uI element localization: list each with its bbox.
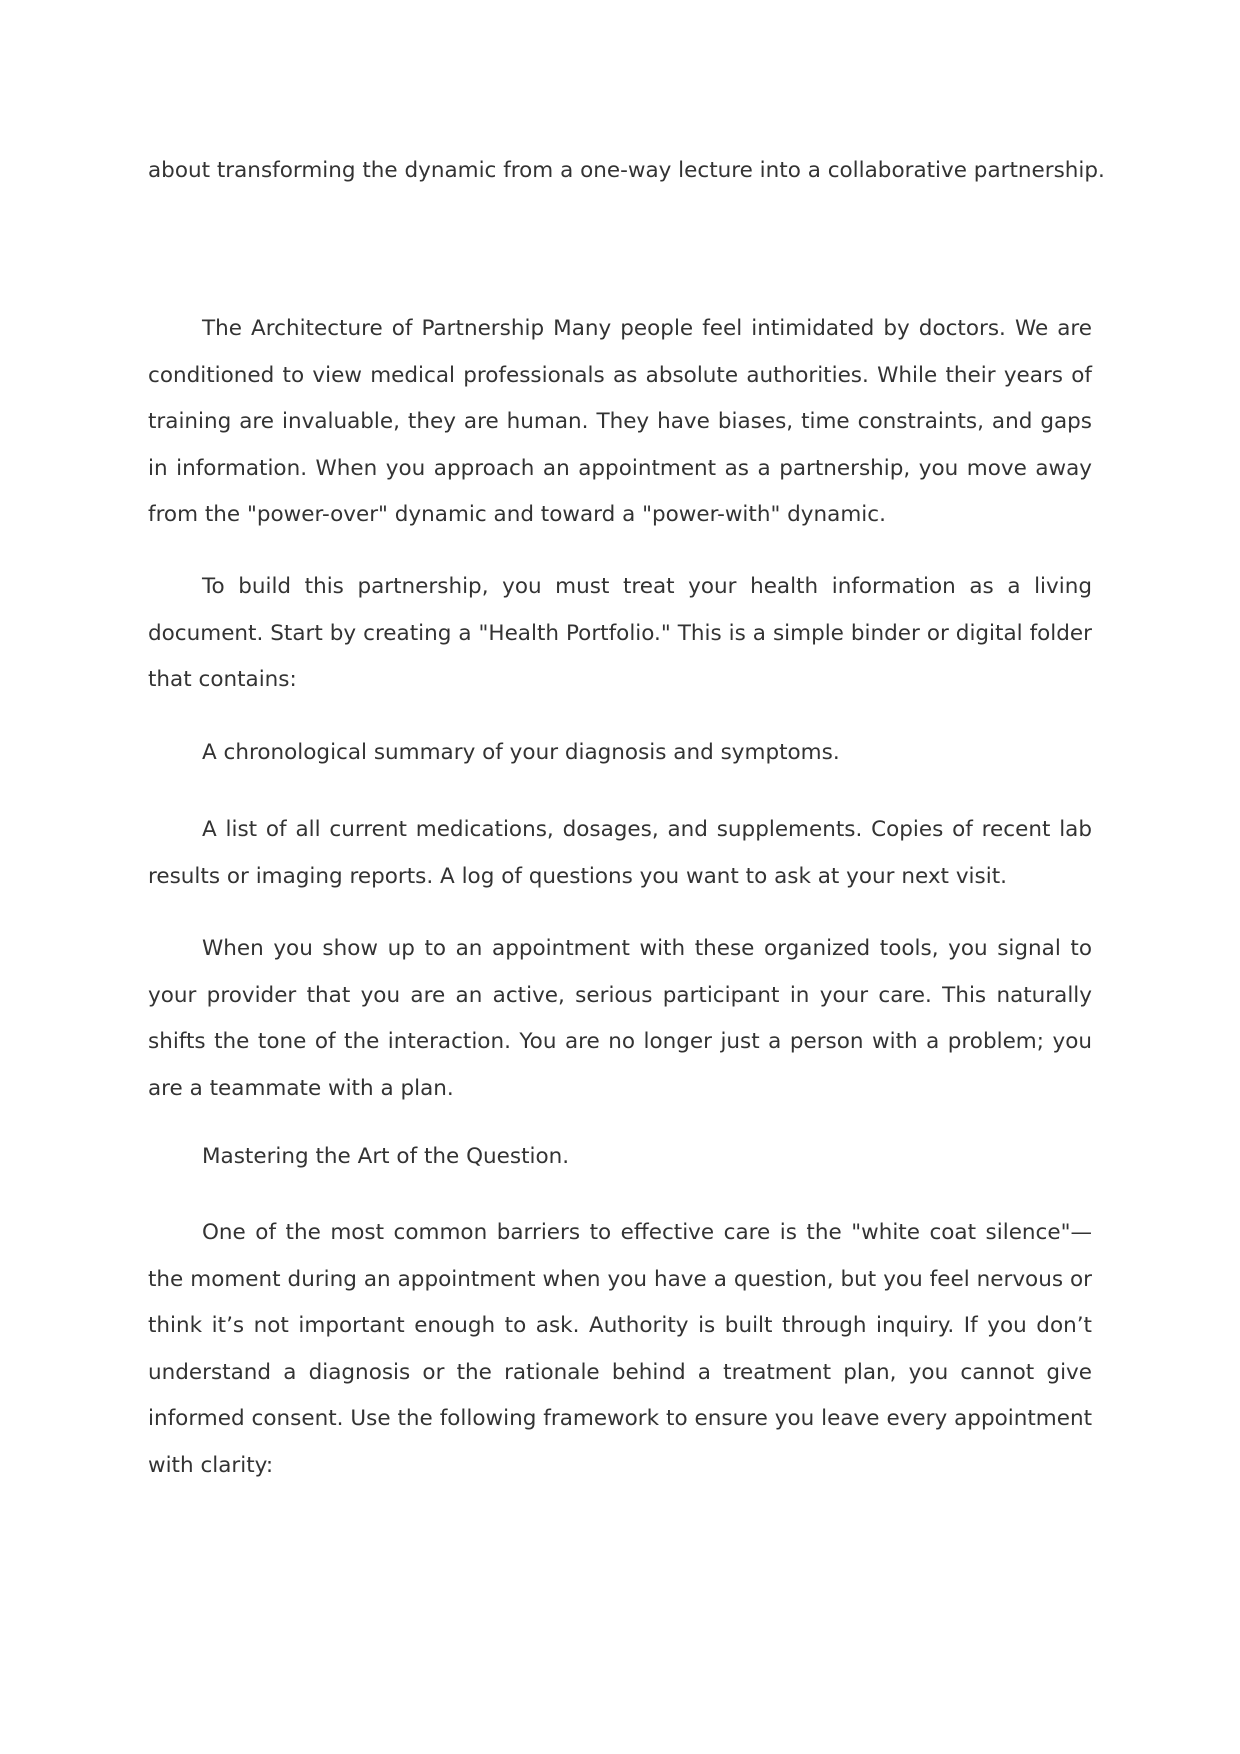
paragraph-white-coat-silence (148, 1210, 1092, 1490)
paragraph-organized-tools (148, 926, 1092, 1112)
paragraph-text: A list of all current medications, dosages, and supplements. Copies of recent lab results or imaging reports. A log of questions you want to ask at your next visit. (148, 817, 1092, 889)
paragraph-text: To build this partnership, you must treat your health information as a living document. Start by creating a "Health Portfolio." This is a simple binder or digital folder that contains: (148, 574, 1092, 693)
paragraph-text: The Architecture of Partnership Many people feel intimidated by doctors. We are conditioned to view medical professionals as absolute authorities. While their years of training are invaluable, they are human. They have biases, time constraints, and gaps in information. When you approach an appointment as a partnership, you move away from the "power-over" dynamic and toward a "power-with" dynamic. (148, 316, 1092, 528)
continuation-line: about transforming the dynamic from a one-way lecture into a collaborative partnership. (148, 158, 1105, 183)
section-heading-mastering-question: Mastering the Art of the Question. (202, 1144, 570, 1169)
paragraph-chronological-summary: A chronological summary of your diagnosis and symptoms. (202, 740, 840, 765)
paragraph-text: When you show up to an appointment with these organized tools, you signal to your provider that you are an active, serious participant in your care. This naturally shifts the tone of the interaction. You are no longer just a person with a problem; you are a teammate with a plan. (148, 936, 1092, 1101)
paragraph-architecture-of-partnership (148, 306, 1092, 539)
paragraph-health-portfolio (148, 564, 1092, 704)
paragraph-text: One of the most common barriers to effective care is the "white coat silence"—the moment during an appointment when you have a question, but you feel nervous or think it’s not important enough to ask. Authority is built through inquiry. If you don’t understand a diagnosis or the rationale behind a treatment plan, you cannot give informed consent. Use the following framework to ensure you leave every appointment with clarity: (148, 1220, 1092, 1478)
paragraph-medications-list (148, 807, 1092, 900)
